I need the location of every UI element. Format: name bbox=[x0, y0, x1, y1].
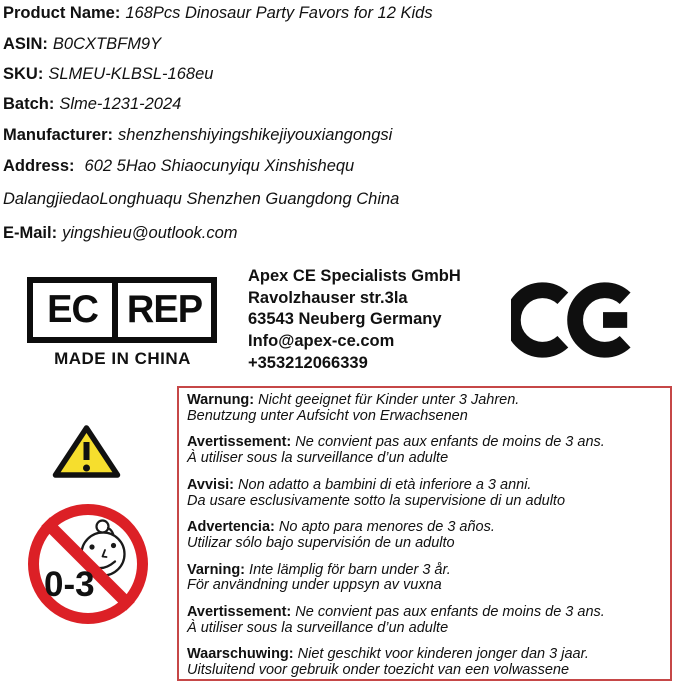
made-in-china-label: MADE IN CHINA bbox=[54, 349, 191, 368]
warning-text-nl-1: Niet geschikt voor kinderen jonger dan 3 jaar. bbox=[297, 646, 589, 663]
contact-phone: +353212066339 bbox=[248, 353, 368, 372]
email-value: yingshieu@outlook.com bbox=[62, 224, 238, 242]
contact-email: Info@apex-ce.com bbox=[248, 332, 395, 351]
ec-rep-icon bbox=[27, 277, 217, 343]
warning-label-nl: Waarschuwing: bbox=[187, 646, 294, 663]
warning-label-de: Warnung: bbox=[187, 392, 255, 408]
warning-text-fr2-2: À utiliser sous la surveillance d’un adulte bbox=[187, 619, 449, 636]
warning-row-sv bbox=[187, 563, 662, 594]
asin-value: B0CXTBFM9Y bbox=[52, 35, 162, 53]
asin-row bbox=[3, 35, 161, 54]
warning-triangle-icon bbox=[51, 423, 122, 480]
product-name-label: Product Name: bbox=[3, 4, 121, 22]
warning-text-sv-2: För användning under uppsyn av vuxna bbox=[187, 577, 442, 594]
warning-label-fr2: Avertissement: bbox=[187, 604, 292, 621]
contact-city: 63543 Neuberg Germany bbox=[248, 310, 442, 329]
warning-label-es: Advertencia: bbox=[187, 519, 275, 536]
sku-label: SKU: bbox=[3, 65, 44, 83]
age-range-label: 0-3 bbox=[44, 565, 95, 604]
email-label: E-Mail: bbox=[3, 224, 58, 242]
address-row bbox=[3, 157, 354, 176]
warning-text-de-2: Benutzung unter Aufsicht von Erwachsenen bbox=[187, 407, 468, 424]
product-name-value: 168Pcs Dinosaur Party Favors for 12 Kids bbox=[125, 4, 433, 22]
sku-value: SLMEU-KLBSL-168eu bbox=[48, 65, 214, 83]
warning-text-es-1: No apto para menores de 3 años. bbox=[278, 519, 495, 536]
ec-cell: EC bbox=[33, 282, 118, 337]
warning-row-de bbox=[187, 393, 662, 424]
warning-text-nl-2: Uitsluitend voor gebruik onder toezicht van een volwassene bbox=[187, 662, 570, 679]
warning-row-es bbox=[187, 520, 662, 551]
address-value-line2: DalangjiedaoLonghuaqu Shenzhen Guangdong China bbox=[3, 190, 400, 208]
batch-label: Batch: bbox=[3, 95, 55, 113]
rep-cell: REP bbox=[126, 288, 203, 331]
manufacturer-label: Manufacturer: bbox=[3, 126, 114, 144]
warning-row-fr bbox=[187, 435, 662, 466]
address-label: Address: bbox=[3, 157, 75, 175]
warning-text-sv-1: Inte lämplig för barn under 3 år. bbox=[249, 561, 451, 578]
manufacturer-value: shenzhenshiyingshikejiyouxiangongsi bbox=[118, 126, 393, 144]
batch-value: Slme-1231-2024 bbox=[59, 95, 182, 113]
contact-street: Ravolzhauser str.3la bbox=[248, 288, 408, 307]
sku-row bbox=[3, 65, 213, 84]
asin-label: ASIN: bbox=[3, 35, 48, 53]
eu-rep-contact-block bbox=[248, 266, 461, 375]
manufacturer-row bbox=[3, 126, 392, 145]
warning-text-fr-1: Ne convient pas aux enfants de moins de 3 ans. bbox=[295, 434, 605, 451]
warning-row-nl bbox=[187, 647, 662, 678]
warning-text-it-2: Da usare esclusivamente sotto la supervisione di un adulto bbox=[187, 492, 566, 509]
product-name-row bbox=[3, 4, 433, 23]
address-value-line1: 602 5Hao Shiaocunyiqu Xinshishequ bbox=[84, 157, 355, 175]
warning-text-it-1: Non adatto a bambini di età inferiore a 3 anni. bbox=[238, 476, 532, 493]
warning-row-it bbox=[187, 478, 662, 509]
warning-text-es-2: Utilizar sólo bajo supervisión de un adulto bbox=[187, 534, 455, 551]
contact-company: Apex CE Specialists GmbH bbox=[248, 267, 461, 285]
warning-text-fr2-1: Ne convient pas aux enfants de moins de 3 ans. bbox=[295, 604, 605, 621]
batch-row bbox=[3, 95, 181, 114]
warning-label-fr: Avertissement: bbox=[187, 434, 292, 451]
warnings-box bbox=[177, 386, 672, 681]
warning-row-fr2 bbox=[187, 605, 662, 636]
address-row-continued bbox=[3, 190, 399, 209]
warning-label-it: Avvisi: bbox=[187, 476, 235, 493]
warning-text-fr-2: À utiliser sous la surveillance d’un adulte bbox=[187, 450, 449, 467]
ce-mark-icon bbox=[511, 274, 643, 366]
age-restriction-icon bbox=[25, 498, 151, 632]
warning-text-de-1: Nicht geeignet für Kinder unter 3 Jahren. bbox=[258, 392, 520, 408]
warning-label-sv: Varning: bbox=[187, 561, 246, 578]
email-row bbox=[3, 224, 238, 243]
